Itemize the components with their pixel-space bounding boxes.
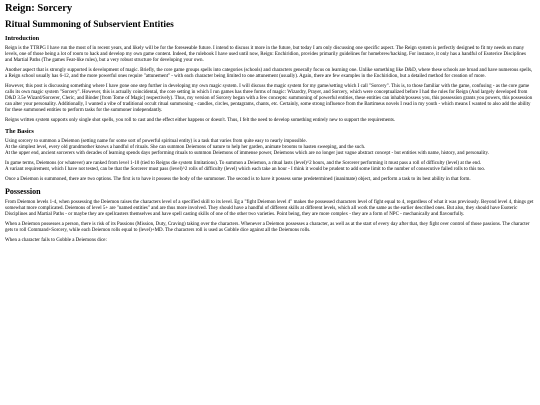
possession-paragraph-1: From Deiemon levels 1-4, when possessing the Deiemon raises the characters level of a specified skill to its level. Eg a "fight Deiemon level 4" makes the possessed characters level of fight equal to 4, regardless of what it was previously. Beyond level 4, things get somewhat more complicated. Deiemons of level 5+ are "named entities" and are thus more involved. They should have a handful of different skills at different levels, which all work the same as the earlier described ones. But also, they should have Esoteric Disciplines and Martial Paths - or maybe they are spellcasters themselves and have spell casting skills of one of the other two varieties. Point being, they are more complex - they are a form of NPC - mechanically and flavourfully. — [5, 200, 534, 217]
page-title: Reign: Sorcery — [5, 3, 73, 14]
basics-paragraph-3: Once a Deiemon is summoned, there are two options. The first is to have it possess the body of the summoner. The second is to have it possess some predetermined (inanimate) object, and perform a task to its best ability in that form. — [5, 177, 471, 182]
basics-line: At the upper end, ancient sorcerers with decades of learning spends days performing rituals to summon Deiemons of immense power, Deiemons which are no longer just vague abstract concept - but entities with name, history, and personality. — [5, 151, 489, 156]
basics-paragraph-1 — [5, 139, 534, 157]
section-heading-introduction: Introduction — [5, 35, 40, 42]
possession-paragraph-2: When a Deiemon possesses a person, there is risk of its Passions (Mission, Duty, Craving) taking over the characters. Whenever a Deiemon possesses a character, as well as at the start of every day after that, they fight over control of those passions. The character gets to roll Command+Sorcery, while each Deiemon rolls equal to (level)+MD. The characters roll is used as Gobble dice against all the Deiemons rolls. — [5, 222, 530, 233]
basics-line: In game terms, Deiemons (or whatever) are ranked from level 1-10 (tied to Reigns die system limitations). To summon a Deiemon, a ritual lasts (level)^2 hours, and the Sorcerer performing it must pass a roll of difficulty (level) at the end. — [5, 161, 481, 166]
intro-paragraph-3: However, this post is discussing something where I have gone one step further in developing my own magic system. I will discuss the magic system for my game/setting which I call "Sorcery". This is, to those familiar with the game, confusing - as the core game calls its own magic system "Sorcery". However, this is actually coincidental, the core setting in which I run games has three forms of magic: Wizardry, Prayer, and Sorcery, which were conceptualized before I had the rules for Reign (And largely developed from D&D 3.5e Wizard/Sorcerer, Cleric, and Binder [from Tome of Magic] respectively). Thus, my version of Sorcery began with a few concepts: summoning of powerful entities, these entities can inhabit/possess you, this possession grants you powers, this possession can alter your personality. Additionally, I wanted a vibe of traditional occult ritual summoning - candles, circles, pentagrams, chants, etc. Certainly, some strong influence from the Bartimeus novels I read in my youth - which means I wanted to also add the ability for these summoned entities to perform tasks for the summoner independantly. — [5, 84, 533, 113]
intro-paragraph-1: Reign is the TTRPG I have run the most of in recent years, and likely will be for the foreseeable future. I intend to discuss it more in the future, but today I am only discussing one specific aspect. The Reign system is perfectly designed to fit my needs on many levels, one of those being a lot of room to hack and develop my own game content. Indeed, the rulebook I have used until now, Reign: Enchiridion, provides primarily guidelines for homebrew/hacking. For instance, it only has a handful of Esoterice Disciplines and Martial Paths (The games Feat-like rules), but a very robust structure for developing your own. — [5, 46, 526, 63]
intro-paragraph-4: Reigns written system supports only single shot spells, you roll to cast and the effect either happens or doesn't. Thus, I felt the need to develop something entirely new to support the requirements. — [5, 118, 396, 123]
article-title: Ritual Summoning of Subservient Entities — [5, 20, 174, 30]
intro-paragraph-2: Another aspect that is strongly supported is development of magic. Briefly, the core game groups spells into categories (schools) and characters generally focus on learning one. Unlike something like D&D, where these schools are broad and have numerous spells, a Reign school usually has 6-12, and the more powerful ones require "attunement" - with each character being limited to one attunement (usually). Again, there are few examples in the Enchiridion, but a detailed method for creation of more. — [5, 68, 533, 79]
section-heading-possession: Possession — [5, 187, 41, 196]
basics-line: At the simplest level, every old grandmother knows a handful of rituals. She can summon Deiemons of nature to help her garden, animate brooms to hasten sweeping, and the such. — [5, 145, 366, 150]
basics-line: A variant requirement, which I have not tested, can be that the Sorcerer must pass (level)^2 rolls of difficulty (level) which each take an hour - I think it would be prudent to add some limit to the number of consecutive failed rolls to this too. — [5, 167, 486, 172]
section-heading-basics: The Basics — [5, 128, 34, 135]
basics-line: Using sorcery to summon a Deiemon (setting name for some sort of powerful spiritual entity) is a task that varies from quite easy to nearly impossible. — [5, 139, 307, 144]
basics-paragraph-2 — [5, 161, 534, 173]
possession-paragraph-3: When a character fails to Gobble a Deiemons dice: — [5, 238, 107, 243]
